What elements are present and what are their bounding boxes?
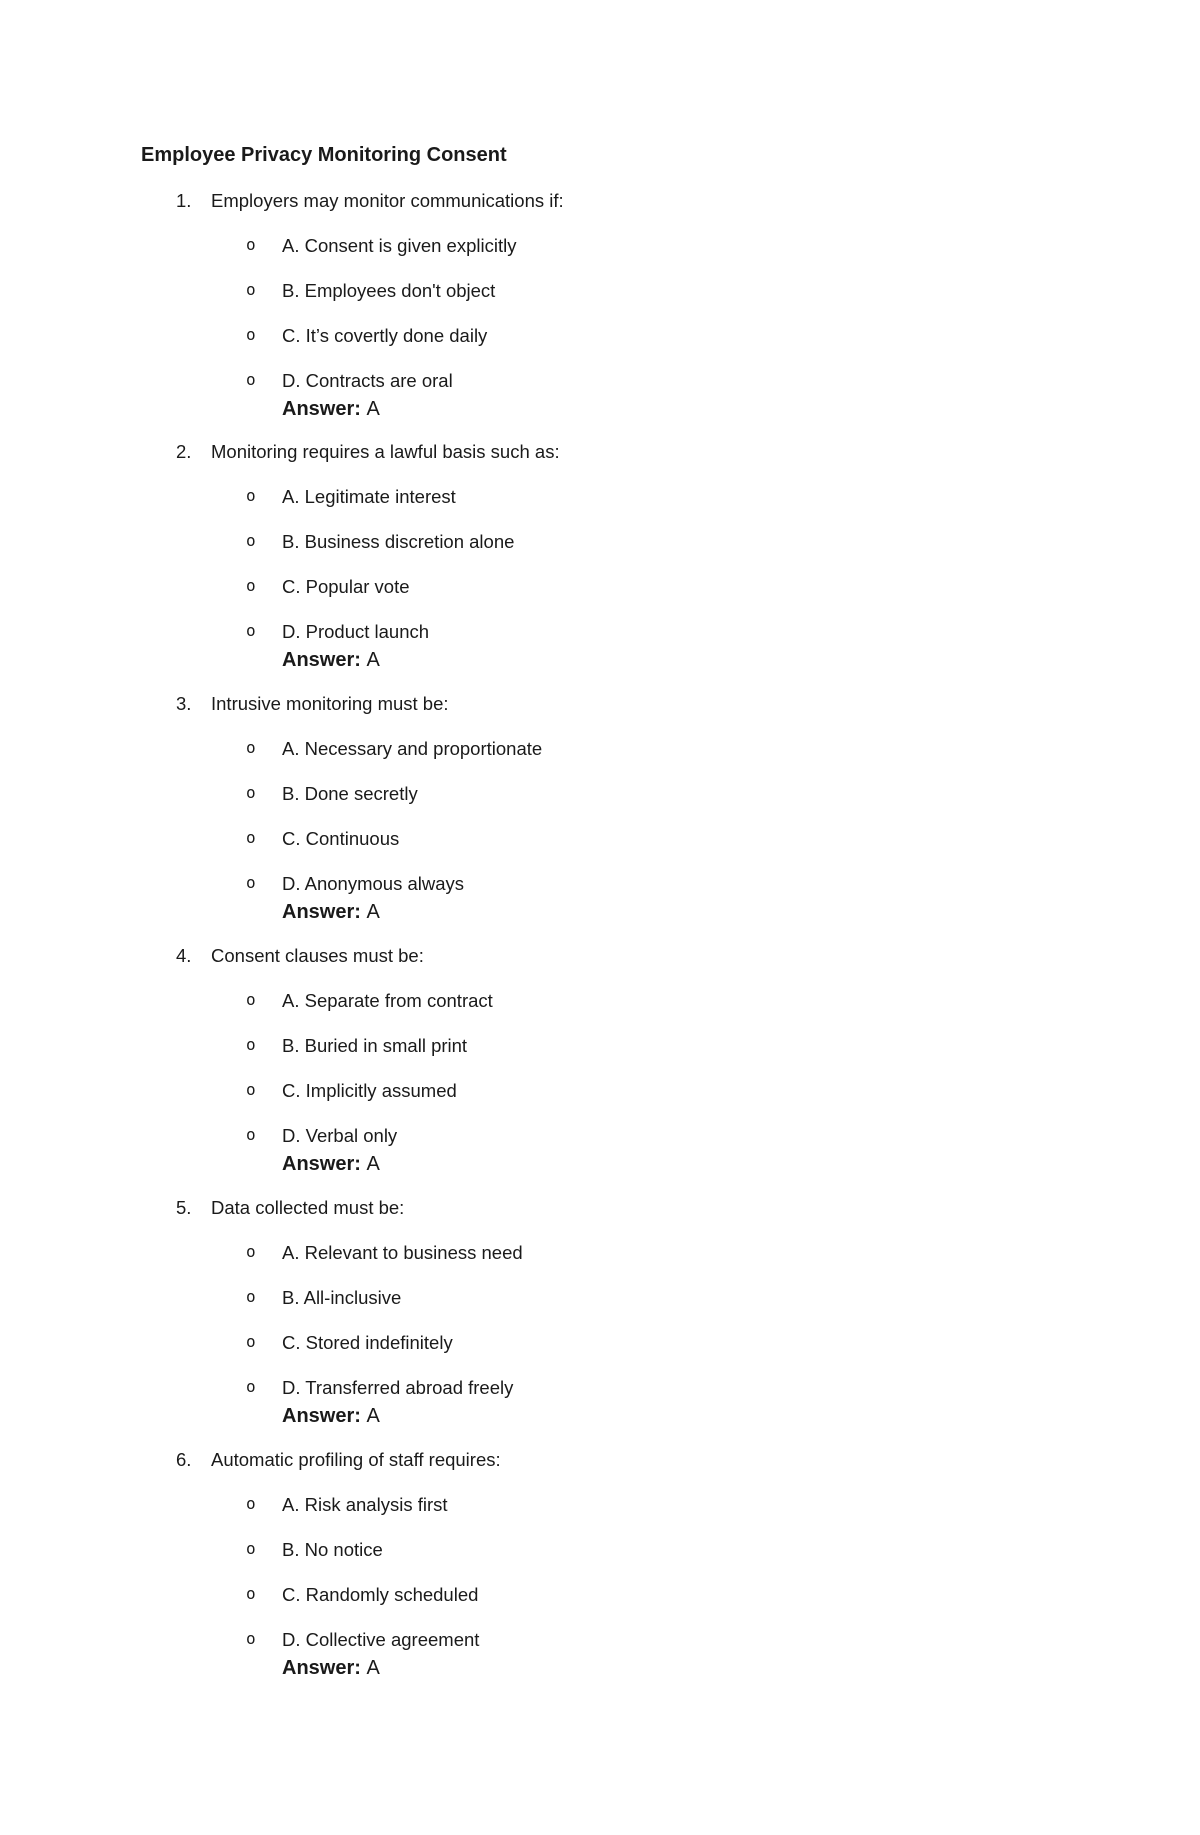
question-row: [0, 942, 1200, 970]
circle-bullet-icon: o: [246, 738, 256, 757]
question-number: 2.: [176, 441, 192, 462]
option-c: [0, 825, 1200, 853]
circle-bullet-icon: o: [246, 990, 256, 1009]
question-number: 6.: [176, 1449, 192, 1470]
option-c: [0, 1329, 1200, 1357]
circle-bullet-icon: o: [246, 486, 256, 505]
circle-bullet-icon: o: [246, 1629, 256, 1648]
circle-bullet-icon: o: [246, 1539, 256, 1558]
option-d: [0, 1374, 1200, 1402]
question-4: [0, 942, 1200, 1178]
option-text: B. Done secretly: [282, 783, 418, 804]
circle-bullet-icon: o: [246, 1584, 256, 1603]
question-row: [0, 1194, 1200, 1222]
option-a: [0, 483, 1200, 511]
question-row: [0, 187, 1200, 215]
option-d: [0, 870, 1200, 898]
option-text: D. Collective agreement: [282, 1629, 480, 1650]
option-text: A. Legitimate interest: [282, 486, 456, 507]
option-d: [0, 367, 1200, 395]
question-6: [0, 1446, 1200, 1682]
answer-value: A: [366, 649, 380, 671]
option-d: [0, 618, 1200, 646]
answer-label: [282, 395, 380, 423]
question-3: [0, 690, 1200, 926]
answer-label: [282, 1402, 380, 1430]
option-a: [0, 987, 1200, 1015]
option-text: B. All-inclusive: [282, 1287, 402, 1308]
option-b: [0, 528, 1200, 556]
document-title: Employee Privacy Monitoring Consent: [141, 144, 507, 166]
option-text: C. Implicitly assumed: [282, 1080, 457, 1101]
answer-label: [282, 898, 380, 926]
question-number: 3.: [176, 693, 192, 714]
option-text: A. Separate from contract: [282, 990, 493, 1011]
answer-label-text: Answer:: [282, 398, 361, 420]
option-text: A. Relevant to business need: [282, 1242, 523, 1263]
answer-row: [0, 395, 1200, 423]
answer-row: [0, 646, 1200, 674]
circle-bullet-icon: o: [246, 783, 256, 802]
option-b: [0, 277, 1200, 305]
answer-label: [282, 646, 380, 674]
circle-bullet-icon: o: [246, 531, 256, 550]
option-text: A. Risk analysis first: [282, 1494, 448, 1515]
option-c: [0, 1077, 1200, 1105]
option-c: [0, 573, 1200, 601]
option-text: C. It’s covertly done daily: [282, 325, 488, 346]
question-text: Monitoring requires a lawful basis such as:: [211, 441, 560, 462]
option-text: B. Buried in small print: [282, 1035, 468, 1056]
circle-bullet-icon: o: [246, 621, 256, 640]
option-c: [0, 322, 1200, 350]
question-5: [0, 1194, 1200, 1430]
answer-value: A: [366, 1657, 380, 1679]
answer-row: [0, 898, 1200, 926]
answer-label-text: Answer:: [282, 1405, 361, 1427]
question-row: [0, 1446, 1200, 1474]
circle-bullet-icon: o: [246, 873, 256, 892]
circle-bullet-icon: o: [246, 1494, 256, 1513]
option-text: D. Anonymous always: [282, 873, 465, 894]
circle-bullet-icon: o: [246, 325, 256, 344]
circle-bullet-icon: o: [246, 1242, 256, 1261]
question-text: Data collected must be:: [211, 1197, 405, 1218]
option-c: [0, 1581, 1200, 1609]
question-row: [0, 438, 1200, 466]
circle-bullet-icon: o: [246, 1332, 256, 1351]
answer-label-text: Answer:: [282, 1657, 361, 1679]
answer-label: [282, 1654, 380, 1682]
circle-bullet-icon: o: [246, 235, 256, 254]
answer-label-text: Answer:: [282, 901, 361, 923]
option-b: [0, 1536, 1200, 1564]
question-text: Consent clauses must be:: [211, 945, 424, 966]
option-text: B. Employees don't object: [282, 280, 496, 301]
option-d: [0, 1122, 1200, 1150]
circle-bullet-icon: o: [246, 370, 256, 389]
answer-row: [0, 1150, 1200, 1178]
option-text: C. Randomly scheduled: [282, 1584, 479, 1605]
question-number: 1.: [176, 190, 192, 211]
option-text: B. Business discretion alone: [282, 531, 515, 552]
question-number: 4.: [176, 945, 192, 966]
circle-bullet-icon: o: [246, 1125, 256, 1144]
option-text: B. No notice: [282, 1539, 383, 1560]
question-1: [0, 187, 1200, 423]
question-text: Automatic profiling of staff requires:: [211, 1449, 501, 1470]
circle-bullet-icon: o: [246, 1080, 256, 1099]
answer-value: A: [366, 1405, 380, 1427]
option-a: [0, 735, 1200, 763]
answer-label-text: Answer:: [282, 1153, 361, 1175]
question-text: Intrusive monitoring must be:: [211, 693, 449, 714]
option-text: A. Consent is given explicitly: [282, 235, 517, 256]
option-b: [0, 1284, 1200, 1312]
answer-value: A: [366, 901, 380, 923]
option-b: [0, 1032, 1200, 1060]
circle-bullet-icon: o: [246, 828, 256, 847]
circle-bullet-icon: o: [246, 280, 256, 299]
option-a: [0, 232, 1200, 260]
option-text: D. Contracts are oral: [282, 370, 453, 391]
answer-value: A: [366, 1153, 380, 1175]
answer-row: [0, 1654, 1200, 1682]
option-text: D. Transferred abroad freely: [282, 1377, 514, 1398]
answer-value: A: [366, 398, 380, 420]
option-text: D. Product launch: [282, 621, 430, 642]
circle-bullet-icon: o: [246, 1035, 256, 1054]
option-text: C. Popular vote: [282, 576, 410, 597]
option-a: [0, 1239, 1200, 1267]
option-b: [0, 780, 1200, 808]
question-text: Employers may monitor communications if:: [211, 190, 564, 211]
circle-bullet-icon: o: [246, 1377, 256, 1396]
answer-label-text: Answer:: [282, 649, 361, 671]
option-text: C. Continuous: [282, 828, 400, 849]
option-text: C. Stored indefinitely: [282, 1332, 453, 1353]
answer-label: [282, 1150, 380, 1178]
question-2: [0, 438, 1200, 674]
circle-bullet-icon: o: [246, 1287, 256, 1306]
question-number: 5.: [176, 1197, 192, 1218]
option-d: [0, 1626, 1200, 1654]
option-text: D. Verbal only: [282, 1125, 398, 1146]
answer-row: [0, 1402, 1200, 1430]
option-a: [0, 1491, 1200, 1519]
option-text: A. Necessary and proportionate: [282, 738, 543, 759]
circle-bullet-icon: o: [246, 576, 256, 595]
question-row: [0, 690, 1200, 718]
